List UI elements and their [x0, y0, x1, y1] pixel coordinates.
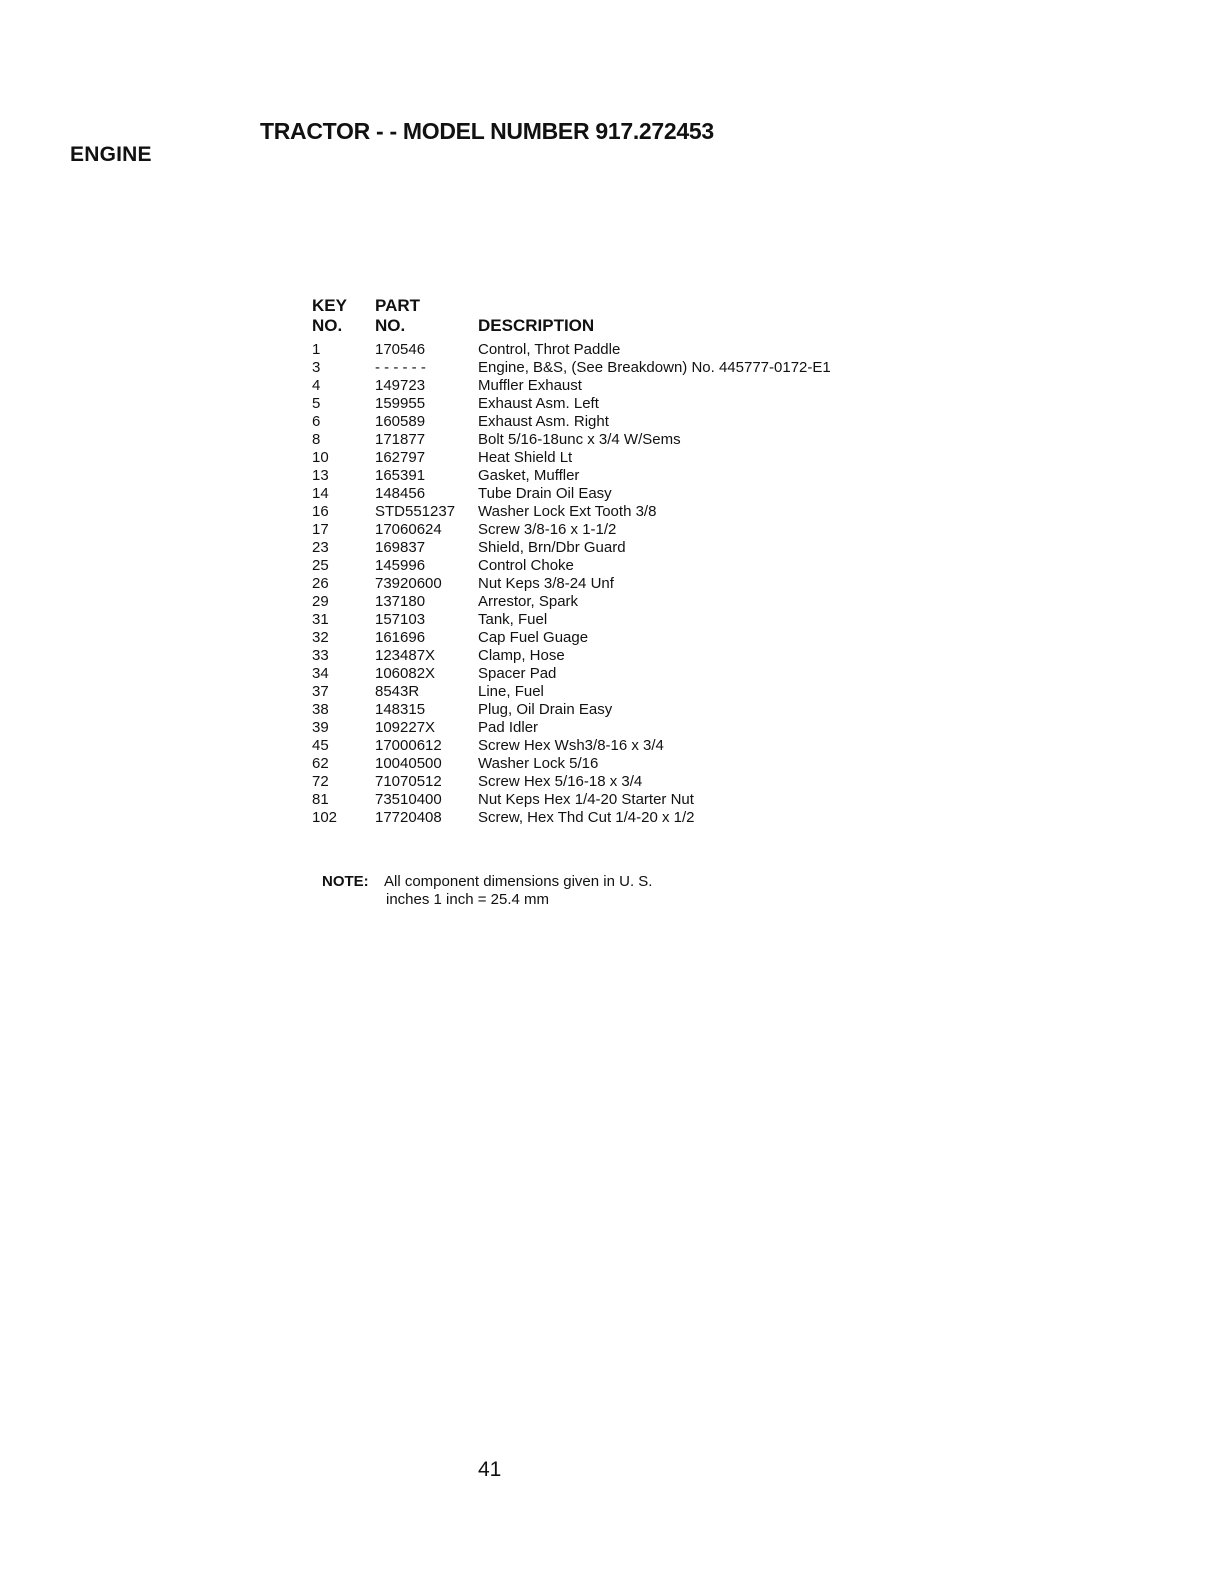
description-cell: Screw 3/8-16 x 1-1/2: [478, 521, 617, 538]
part-no-cell: STD551237: [375, 503, 456, 520]
part-no-cell: 162797: [375, 449, 426, 466]
part-no-cell: 169837: [375, 539, 426, 556]
description-cell: Muffler Exhaust: [478, 377, 582, 394]
header-key-line1: KEY: [312, 296, 347, 315]
key-no-cell: 72: [312, 773, 329, 790]
description-cell: Pad Idler: [478, 719, 539, 736]
table-row: [312, 449, 831, 467]
part-no-cell: 157103: [375, 611, 426, 628]
key-no-cell: 81: [312, 791, 329, 808]
header-part-line2: NO.: [375, 316, 406, 335]
header-description: [478, 292, 831, 336]
key-no-cell: 3: [312, 359, 321, 376]
table-row: [312, 755, 831, 773]
table-row: [312, 413, 831, 431]
key-no-cell: 25: [312, 557, 329, 574]
table-row: [312, 377, 831, 395]
key-no-cell: 33: [312, 647, 329, 664]
table-row: [312, 647, 831, 665]
part-no-cell: 171877: [375, 431, 426, 448]
key-no-cell: 4: [312, 377, 321, 394]
table-row: [312, 521, 831, 539]
description-cell: Clamp, Hose: [478, 647, 565, 664]
key-no-cell: 39: [312, 719, 329, 736]
description-cell: Control, Throt Paddle: [478, 341, 621, 358]
description-cell: Shield, Brn/Dbr Guard: [478, 539, 626, 556]
note-line1: All component dimensions given in U. S.: [384, 873, 653, 890]
part-no-cell: 145996: [375, 557, 426, 574]
header-part-no: [375, 292, 478, 336]
note: [322, 873, 652, 909]
part-no-cell: 161696: [375, 629, 426, 646]
description-cell: Gasket, Muffler: [478, 467, 580, 484]
description-cell: Spacer Pad: [478, 665, 557, 682]
table-row: [312, 737, 831, 755]
description-cell: Line, Fuel: [478, 683, 544, 700]
key-no-cell: 45: [312, 737, 329, 754]
part-no-cell: 17060624: [375, 521, 442, 538]
table-row: [312, 665, 831, 683]
table-row: [312, 719, 831, 737]
description-cell: Control Choke: [478, 557, 574, 574]
part-no-cell: 160589: [375, 413, 426, 430]
part-no-cell: - - - - - -: [375, 359, 426, 376]
key-no-cell: 5: [312, 395, 321, 412]
key-no-cell: 23: [312, 539, 329, 556]
description-cell: Tube Drain Oil Easy: [478, 485, 612, 502]
key-no-cell: 31: [312, 611, 329, 628]
description-cell: Exhaust Asm. Left: [478, 395, 599, 412]
key-no-cell: 26: [312, 575, 329, 592]
table-row: [312, 431, 831, 449]
page-title: TRACTOR - - MODEL NUMBER 917.272453: [260, 118, 714, 144]
parts-table: [312, 292, 831, 827]
table-row: [312, 575, 831, 593]
description-cell: Exhaust Asm. Right: [478, 413, 609, 430]
part-no-cell: 170546: [375, 341, 426, 358]
key-no-cell: 38: [312, 701, 329, 718]
header-row: [312, 292, 831, 336]
description-cell: Bolt 5/16-18unc x 3/4 W/Sems: [478, 431, 681, 448]
key-no-cell: 16: [312, 503, 329, 520]
part-no-cell: 73920600: [375, 575, 442, 592]
header-key-line2: NO.: [312, 316, 343, 335]
note-label: NOTE:: [322, 873, 369, 890]
table-row: [312, 485, 831, 503]
part-no-cell: 148456: [375, 485, 426, 502]
key-no-cell: 34: [312, 665, 329, 682]
key-no-cell: 6: [312, 413, 321, 430]
part-no-cell: 123487X: [375, 647, 436, 664]
table-row: [312, 395, 831, 413]
key-no-cell: 13: [312, 467, 329, 484]
header-part-line1: PART: [375, 296, 421, 315]
part-no-cell: 17000612: [375, 737, 442, 754]
description-cell: Nut Keps Hex 1/4-20 Starter Nut: [478, 791, 694, 808]
part-no-cell: 71070512: [375, 773, 442, 790]
table-row: [312, 539, 831, 557]
note-line2: inches 1 inch = 25.4 mm: [386, 891, 550, 908]
table-row: [312, 809, 831, 827]
description-cell: Heat Shield Lt: [478, 449, 573, 466]
description-cell: Tank, Fuel: [478, 611, 548, 628]
table-row: [312, 593, 831, 611]
part-no-cell: 109227X: [375, 719, 436, 736]
key-no-cell: 1: [312, 341, 321, 358]
description-cell: Engine, B&S, (See Breakdown) No. 445777-0172-E1: [478, 359, 831, 376]
key-no-cell: 62: [312, 755, 329, 772]
table-row: [312, 611, 831, 629]
part-no-cell: 106082X: [375, 665, 436, 682]
parts-table-header: [312, 292, 831, 336]
table-row: [312, 773, 831, 791]
part-no-cell: 17720408: [375, 809, 442, 826]
part-no-cell: 8543R: [375, 683, 420, 700]
part-no-cell: 10040500: [375, 755, 442, 772]
key-no-cell: 8: [312, 431, 321, 448]
table-row: [312, 336, 831, 359]
header-description-label: DESCRIPTION: [478, 316, 595, 335]
description-cell: Arrestor, Spark: [478, 593, 579, 610]
table-row: [312, 359, 831, 377]
part-no-cell: 148315: [375, 701, 426, 718]
parts-table-body: [312, 336, 831, 827]
table-row: [312, 557, 831, 575]
key-no-cell: 17: [312, 521, 329, 538]
key-no-cell: 10: [312, 449, 329, 466]
description-cell: Screw, Hex Thd Cut 1/4-20 x 1/2: [478, 809, 695, 826]
key-no-cell: 102: [312, 809, 338, 826]
table-row: [312, 503, 831, 521]
table-row: [312, 629, 831, 647]
table-row: [312, 701, 831, 719]
description-cell: Nut Keps 3/8-24 Unf: [478, 575, 614, 592]
description-cell: Screw Hex 5/16-18 x 3/4: [478, 773, 643, 790]
description-cell: Screw Hex Wsh3/8-16 x 3/4: [478, 737, 664, 754]
header-key-no: [312, 292, 375, 336]
description-cell: Washer Lock 5/16: [478, 755, 599, 772]
key-no-cell: 32: [312, 629, 329, 646]
key-no-cell: 14: [312, 485, 329, 502]
part-no-cell: 137180: [375, 593, 426, 610]
description-cell: Plug, Oil Drain Easy: [478, 701, 613, 718]
section-label: ENGINE: [70, 143, 152, 166]
part-no-cell: 73510400: [375, 791, 442, 808]
table-row: [312, 467, 831, 485]
table-row: [312, 683, 831, 701]
key-no-cell: 29: [312, 593, 329, 610]
part-no-cell: 149723: [375, 377, 426, 394]
page-number: 41: [478, 1458, 502, 1481]
part-no-cell: 159955: [375, 395, 426, 412]
description-cell: Cap Fuel Guage: [478, 629, 589, 646]
description-cell: Washer Lock Ext Tooth 3/8: [478, 503, 657, 520]
key-no-cell: 37: [312, 683, 329, 700]
part-no-cell: 165391: [375, 467, 426, 484]
table-row: [312, 791, 831, 809]
